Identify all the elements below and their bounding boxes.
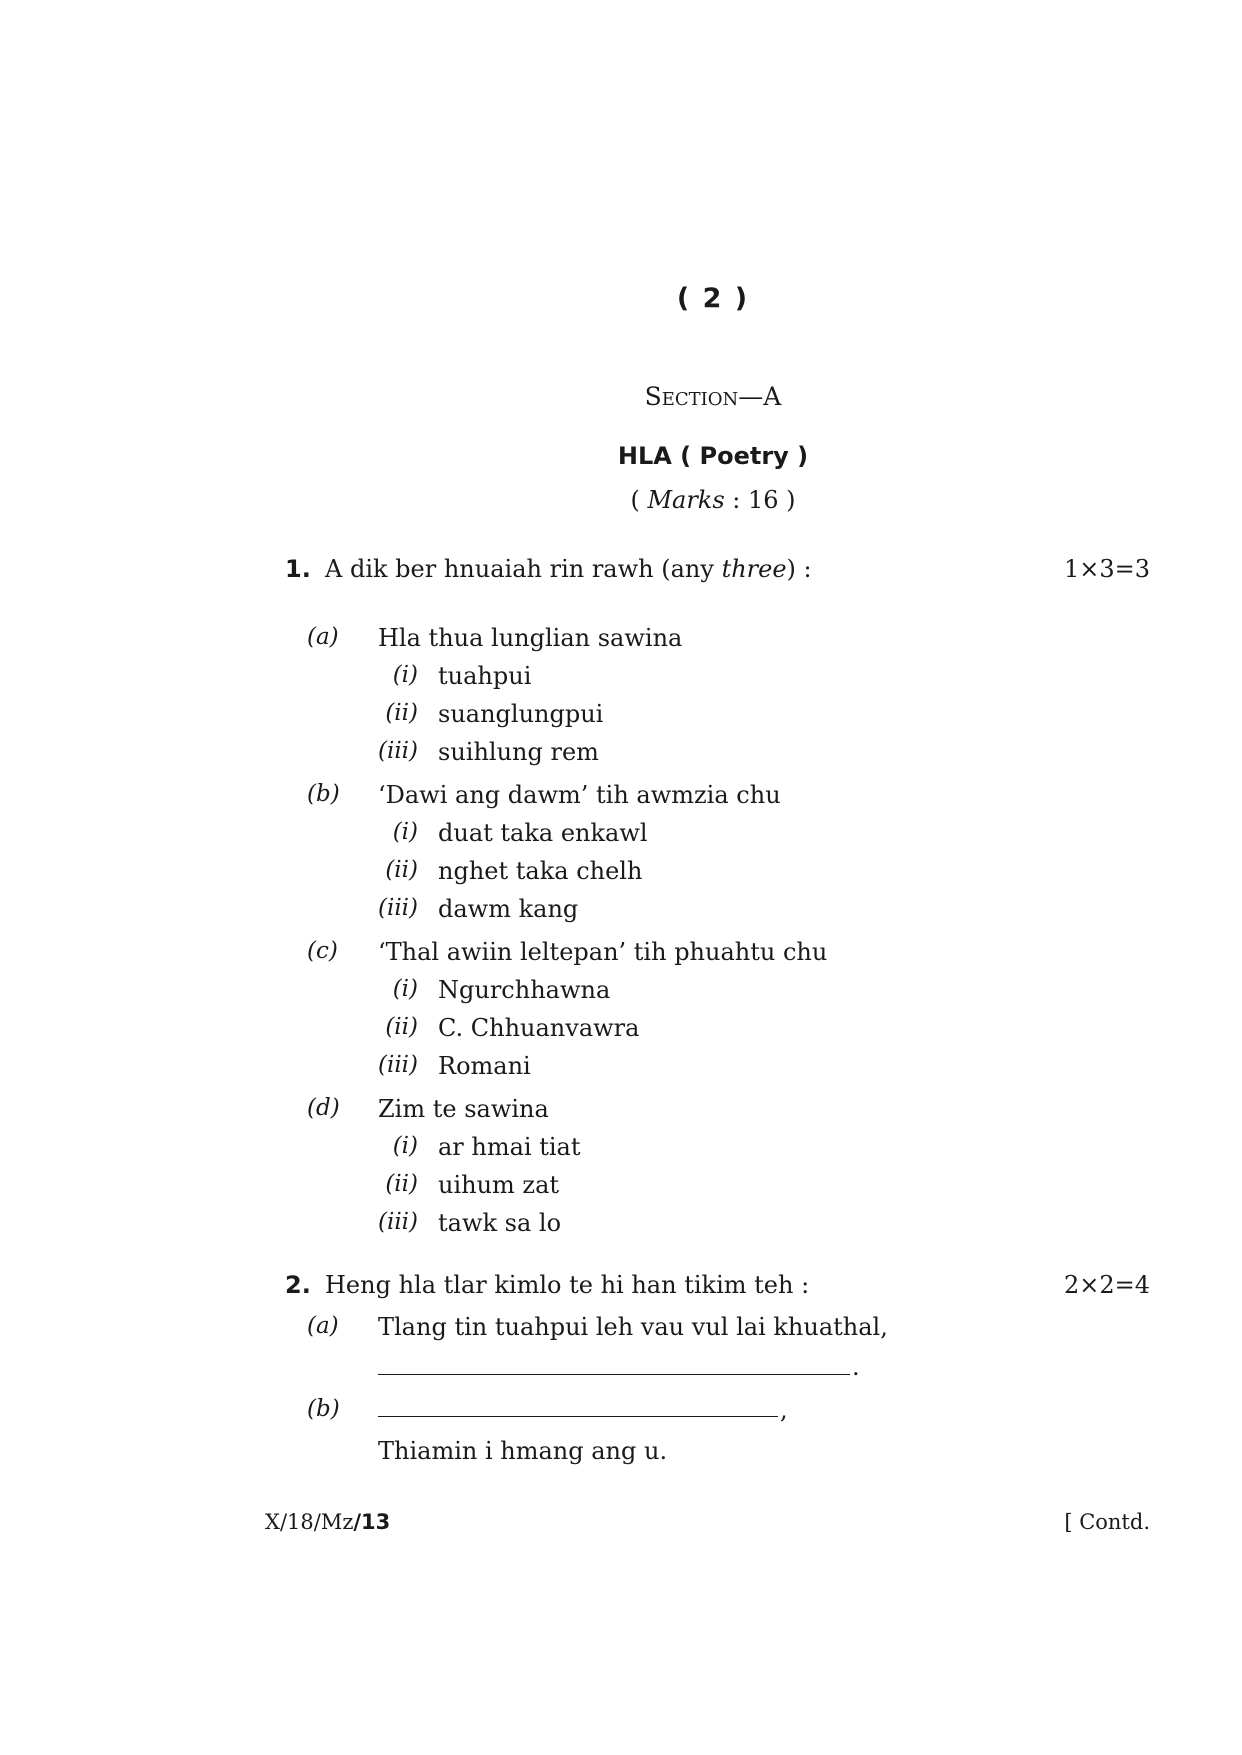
- option-text: duat taka enkawl: [438, 819, 648, 847]
- q2-part-label: (b): [307, 1396, 340, 1422]
- option-text: Romani: [438, 1052, 531, 1080]
- q2b-line: Thiamin i hmang ang u.: [378, 1437, 668, 1465]
- q2-text: Heng hla tlar kimlo te hi han tikim teh :: [325, 1271, 810, 1299]
- section-prefix: Section: [644, 382, 739, 411]
- option-text: tuahpui: [438, 662, 532, 690]
- option-text: uihum zat: [438, 1171, 560, 1199]
- q1-part-label: (d): [307, 1095, 340, 1121]
- paper-code: [265, 1510, 390, 1534]
- q1-marks: 1×3=3: [1063, 555, 1150, 583]
- q1-text-after: ) :: [786, 555, 812, 583]
- option-label: (iii): [377, 1209, 418, 1235]
- option-label: (ii): [385, 857, 418, 883]
- option-label: (ii): [385, 700, 418, 726]
- marks-rest: : 16 ): [724, 486, 796, 514]
- section-heading: [0, 382, 1242, 411]
- option-label: (i): [392, 819, 418, 845]
- section-suffix: —A: [738, 382, 782, 411]
- option-label: (i): [392, 662, 418, 688]
- option-text: dawm kang: [438, 895, 579, 923]
- q1-part-label: (a): [307, 624, 339, 650]
- q1-part-text: ‘Thal awiin leltepan’ tih phuahtu chu: [378, 938, 828, 966]
- page-number: ( 2 ): [676, 283, 750, 314]
- q2a-answer-blank: [378, 1374, 850, 1375]
- option-label: (i): [392, 976, 418, 1002]
- continued-note: [ Contd.: [1064, 1510, 1150, 1534]
- q2-marks: 2×2=4: [1063, 1271, 1150, 1299]
- q1-part-label: (b): [307, 781, 340, 807]
- q1-part-text: Hla thua lunglian sawina: [378, 624, 683, 652]
- paper-code-bold: /13: [353, 1510, 391, 1534]
- q2-number: 2.: [285, 1271, 311, 1299]
- q2b-end-punct: ,: [780, 1396, 788, 1424]
- q2b-answer-blank: [378, 1416, 778, 1417]
- marks-open: (: [630, 486, 648, 514]
- marks-word: Marks: [647, 486, 725, 514]
- option-label: (ii): [385, 1171, 418, 1197]
- q1-text: [325, 555, 812, 583]
- section-subtitle: HLA ( Poetry ): [617, 442, 809, 470]
- paper-code-main: X/18/Mz: [265, 1510, 354, 1534]
- option-text: C. Chhuanvawra: [438, 1014, 640, 1042]
- q1-text-before: A dik ber hnuaiah rin rawh (any: [325, 555, 722, 583]
- q1-part-text: ‘Dawi ang dawm’ tih awmzia chu: [378, 781, 781, 809]
- option-label: (iii): [377, 1052, 418, 1078]
- section-marks: [0, 486, 1242, 514]
- option-text: tawk sa lo: [438, 1209, 562, 1237]
- q1-number: 1.: [285, 555, 311, 583]
- option-label: (iii): [377, 738, 418, 764]
- option-text: suihlung rem: [438, 738, 599, 766]
- q1-part-label: (c): [307, 938, 338, 964]
- q1-text-italic: three: [721, 555, 787, 583]
- option-label: (ii): [385, 1014, 418, 1040]
- option-text: ar hmai tiat: [438, 1133, 581, 1161]
- q2a-end-punct: .: [852, 1353, 860, 1381]
- q1-part-text: Zim te sawina: [378, 1095, 549, 1123]
- option-text: nghet taka chelh: [438, 857, 643, 885]
- option-text: suanglungpui: [438, 700, 604, 728]
- option-label: (i): [392, 1133, 418, 1159]
- q2a-line: Tlang tin tuahpui leh vau vul lai khuathal,: [378, 1313, 888, 1341]
- option-text: Ngurchhawna: [438, 976, 611, 1004]
- option-label: (iii): [377, 895, 418, 921]
- q2-part-label: (a): [307, 1313, 339, 1339]
